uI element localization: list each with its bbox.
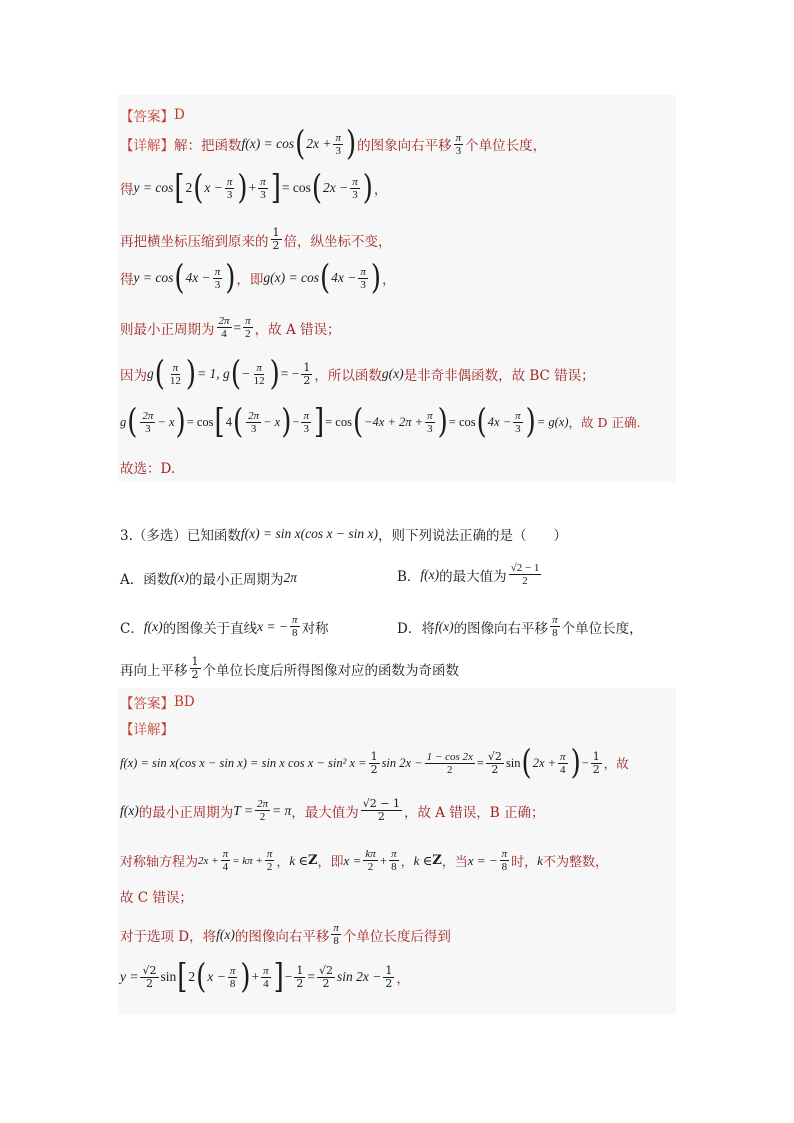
- text: C．: [120, 620, 144, 637]
- detail-line-6: [120, 354, 595, 394]
- math: = cos: [325, 414, 352, 429]
- fraction: $\frac{\pi}{8}$: [333, 922, 339, 947]
- math: k: [537, 852, 543, 868]
- detail-label: 【详解】: [120, 138, 174, 154]
- text: 的图像关于直线: [162, 620, 258, 637]
- paren: (: [193, 168, 204, 208]
- text: 再把横坐标压缩到原来的: [120, 233, 269, 250]
- math: 2: [185, 180, 193, 195]
- text: ，故 A 错误；: [254, 321, 341, 338]
- text: ，: [382, 272, 396, 288]
- text: 倍，纵坐标不变，: [283, 233, 392, 250]
- paren: (: [476, 402, 487, 442]
- math: y =: [120, 969, 139, 984]
- text: 的最小正周期为: [188, 572, 284, 588]
- fraction: $\frac{\pi}{3}$: [515, 409, 521, 435]
- text: 个单位长度，: [561, 620, 643, 637]
- bracket: [: [177, 957, 188, 997]
- math: f(x) = sin x(cos x − sin x): [240, 526, 378, 541]
- fraction: $\frac{\pi}{3}$: [335, 131, 341, 157]
- fraction: $\frac{\pi}{3}$: [214, 265, 221, 291]
- paren: ): [240, 957, 251, 997]
- option-a: [120, 568, 297, 588]
- math: f(x): [216, 926, 235, 942]
- fraction: $\frac{1}{2}$: [303, 360, 311, 387]
- fraction: $\frac{\pi}{8}$: [552, 614, 558, 639]
- option-d: [397, 614, 643, 639]
- math: 4x −: [487, 414, 512, 429]
- fraction: $\frac{\pi}{12}$: [253, 361, 265, 387]
- text: 的最大值为: [439, 568, 507, 585]
- fraction: $\frac{\pi}{3}$: [260, 175, 266, 201]
- bracket: ]: [273, 957, 284, 997]
- text: 故 C 错误；: [120, 890, 193, 906]
- answer-label: 【答案】: [120, 109, 174, 125]
- math: 4x −: [185, 270, 211, 285]
- paren: (: [230, 354, 241, 394]
- math: +: [379, 852, 388, 868]
- math: f(x) = sin x(cos x − sin x) = sin x cos x − sin² x =: [120, 755, 367, 770]
- math: g(x) = cos: [263, 270, 320, 285]
- bracket: [: [214, 402, 225, 442]
- math: sin: [505, 755, 521, 770]
- detail2-line-6: [120, 957, 410, 997]
- math: Z: [432, 853, 442, 868]
- answer-value: BD: [174, 694, 195, 710]
- paren: ): [437, 402, 448, 442]
- fraction: $\frac{1}{2}$: [370, 749, 378, 776]
- detail-line-3: [120, 227, 392, 252]
- math: 2: [188, 969, 196, 984]
- math: x = −: [257, 618, 289, 634]
- math: −: [284, 969, 293, 984]
- text: 个单位长度后得到: [342, 928, 451, 945]
- math: 2x +: [306, 136, 332, 151]
- fraction: $\frac{1}{2}$: [272, 226, 280, 252]
- math: =: [307, 969, 316, 984]
- paren: ): [269, 354, 280, 394]
- fraction: $\frac{1 - \cos 2x}{2}$: [426, 750, 473, 776]
- fraction: $\frac{\pi}{12}$: [169, 361, 181, 387]
- fraction: $\frac{\pi}{2}$: [266, 848, 273, 873]
- math: y = cos: [133, 270, 174, 285]
- fraction: $\frac{1}{2}$: [592, 749, 600, 776]
- paren: (: [154, 354, 165, 394]
- detail2-line-3: [120, 848, 608, 873]
- math: −: [581, 755, 589, 770]
- fraction: $\frac{\pi}{4}$: [222, 848, 229, 873]
- text: 则最小正周期为: [120, 321, 215, 338]
- text: 的最小正周期为: [138, 804, 234, 821]
- text: ，则下列说法正确的是（ ）: [377, 528, 567, 544]
- math: +: [248, 180, 257, 195]
- fraction: $\frac{2\pi}{2}$: [256, 798, 268, 823]
- math: f(x): [120, 802, 139, 818]
- fraction: $\frac{√2 - 1}{2}$: [510, 562, 540, 587]
- math: =: [233, 319, 242, 335]
- text: A．函数: [120, 572, 171, 588]
- paren: (: [174, 258, 185, 298]
- detail2-line-5: [120, 922, 451, 947]
- detail-label-line: [120, 718, 174, 738]
- paren: ): [570, 743, 581, 783]
- detail-label: 【详解】: [120, 722, 174, 738]
- fraction: $\frac{2\pi}{3}$: [142, 409, 154, 435]
- text: 得: [120, 182, 134, 198]
- math: x =: [343, 852, 362, 868]
- math: g: [147, 366, 154, 381]
- text: 得: [120, 272, 134, 288]
- math: = cos: [281, 180, 311, 195]
- text: 的图象向右平移: [357, 138, 452, 154]
- math: =: [476, 755, 484, 770]
- math: −: [241, 366, 250, 381]
- math: − x: [157, 414, 175, 429]
- text: 不为整数，: [542, 855, 608, 870]
- detail2-line-1: [120, 743, 629, 783]
- text: 时，: [511, 855, 538, 870]
- detail-line-5: [120, 315, 341, 340]
- paren: (: [311, 168, 323, 208]
- fraction: $\frac{\pi}{8}$: [391, 848, 397, 873]
- math: f(x): [420, 566, 440, 582]
- text: ，: [373, 182, 388, 198]
- detail2-line-4: [120, 886, 193, 906]
- detail2-line-2: [120, 798, 545, 823]
- paren: (: [232, 402, 244, 442]
- text: ，即: [317, 855, 344, 870]
- math: sin: [160, 969, 177, 984]
- paren: ): [362, 168, 373, 208]
- math: − x: [263, 414, 281, 429]
- fraction: $\frac{\pi}{3}$: [360, 265, 366, 291]
- math: sin 2x −: [337, 969, 382, 984]
- text: 是非奇非偶函数，故 BC 错误；: [403, 368, 595, 384]
- paren: ): [175, 402, 186, 442]
- text: 对于选项 D，将: [120, 928, 217, 945]
- bracket: [: [174, 168, 185, 208]
- paren: ): [225, 258, 236, 298]
- question-stem: [120, 524, 567, 544]
- fraction: $\frac{\pi}{8}$: [229, 964, 236, 990]
- math: sin 2x −: [381, 755, 423, 770]
- math: = cos: [448, 414, 476, 429]
- math: 4: [225, 414, 232, 429]
- text: 对称轴方程为: [120, 855, 199, 870]
- math: 4x −: [331, 270, 357, 285]
- fraction: $\frac{1}{2}$: [191, 655, 199, 681]
- fraction: $\frac{\pi}{8}$: [501, 848, 508, 873]
- math: 2x −: [323, 180, 349, 195]
- paren: (: [196, 957, 207, 997]
- fraction: $\frac{\pi}{3}$: [303, 409, 309, 435]
- math: 2x +: [532, 755, 557, 770]
- fraction: $\frac{\pi}{3}$: [352, 175, 358, 201]
- fraction: $\frac{\pi}{3}$: [427, 409, 433, 435]
- math: 2π: [283, 570, 297, 585]
- math: x −: [207, 969, 226, 984]
- math: Z: [308, 853, 318, 868]
- math: T =: [233, 802, 253, 818]
- math: x = −: [467, 852, 498, 868]
- math: = −: [280, 366, 300, 381]
- fraction: $\frac{\pi}{4}$: [263, 964, 269, 990]
- paren: (: [521, 743, 532, 783]
- math: k ∈: [413, 852, 433, 868]
- text: ，当: [441, 855, 468, 870]
- answer-line: [120, 105, 185, 125]
- math: = g(x): [536, 414, 569, 429]
- paren: ): [370, 258, 382, 298]
- fraction: $\frac{2\pi}{4}$: [218, 315, 230, 340]
- math: −4x + 2π +: [364, 414, 424, 429]
- text: 解：把函数: [174, 138, 242, 154]
- answer-value: D: [174, 107, 185, 123]
- text: ，所以函数: [314, 368, 382, 384]
- detail-line-4: [120, 258, 396, 298]
- math: = 1, g: [197, 366, 230, 381]
- math: f(x) = cos: [241, 136, 295, 151]
- math: f(x): [143, 618, 163, 634]
- answer-box-1: [118, 95, 676, 482]
- text: ，最大值为: [291, 804, 359, 821]
- fraction: $\frac{√2}{2}$: [142, 963, 157, 990]
- text: ，: [276, 855, 290, 870]
- math: g(x): [381, 366, 404, 381]
- text: ，故 A 错误，B 正确；: [403, 804, 545, 821]
- detail-line-2: [120, 168, 388, 208]
- math: g: [120, 414, 127, 429]
- fraction: $\frac{k\pi}{2}$: [365, 848, 376, 873]
- text: 的图像向右平移: [453, 620, 549, 637]
- math: = kπ +: [232, 854, 263, 867]
- answer-label: 【答案】: [120, 696, 174, 712]
- detail-line-8: [120, 457, 175, 477]
- text: 再向上平移: [120, 662, 188, 679]
- math: = π: [272, 802, 292, 818]
- math: −: [292, 414, 300, 429]
- option-d-cont: [120, 656, 459, 681]
- text: ，: [396, 971, 410, 987]
- text: 的图像向右平移: [234, 928, 330, 945]
- fraction: $\frac{\pi}{3}$: [226, 175, 233, 201]
- detail-line-1: [120, 124, 547, 164]
- fraction: $\frac{√2}{2}$: [487, 749, 502, 776]
- fraction: $\frac{√2}{2}$: [319, 963, 334, 990]
- text: B．: [397, 568, 421, 585]
- bracket: ]: [313, 402, 325, 442]
- option-c: [120, 614, 329, 639]
- fraction: $\frac{\pi}{2}$: [245, 315, 251, 340]
- text: ，: [400, 855, 414, 870]
- paren: ): [281, 402, 292, 442]
- answer-line: [120, 692, 195, 712]
- paren: (: [295, 124, 306, 164]
- paren: ): [346, 124, 357, 164]
- bracket: ]: [270, 168, 281, 208]
- text: 3.（多选）已知函数: [120, 528, 241, 544]
- answer-box-2: [118, 688, 676, 1014]
- fraction: $\frac{\pi}{8}$: [292, 614, 298, 639]
- fraction: $\frac{√2 - 1}{2}$: [362, 797, 400, 823]
- math: +: [251, 969, 260, 984]
- math: f(x): [170, 570, 189, 585]
- paren: (: [127, 402, 138, 442]
- math: = cos: [186, 414, 214, 429]
- text: ，故: [603, 756, 629, 771]
- text: ，即: [236, 272, 264, 288]
- math: f(x): [434, 618, 454, 634]
- text: 因为: [120, 368, 147, 384]
- math: y = cos: [133, 180, 174, 195]
- math: 2x +: [198, 854, 219, 867]
- fraction: $\frac{\pi}{4}$: [560, 750, 566, 776]
- option-b: [397, 562, 543, 587]
- text: 个单位长度，: [465, 138, 547, 154]
- fraction: $\frac{2\pi}{3}$: [248, 409, 260, 435]
- paren: ): [525, 402, 536, 442]
- text: 个单位长度后所得图像对应的函数为奇函数: [202, 662, 459, 679]
- text: ，故 D 正确.: [568, 415, 641, 430]
- math: k ∈: [289, 852, 309, 868]
- text: 对称: [301, 620, 329, 637]
- fraction: $\frac{1}{2}$: [385, 963, 393, 990]
- paren: (: [352, 402, 364, 442]
- paren: ): [237, 168, 248, 208]
- text: 故选：D.: [120, 461, 176, 477]
- text: D．将: [397, 620, 435, 637]
- detail-line-7: [120, 402, 641, 442]
- fraction: $\frac{1}{2}$: [296, 963, 304, 990]
- fraction: $\frac{\pi}{3}$: [455, 131, 462, 157]
- paren: ): [185, 354, 197, 394]
- math: x −: [204, 180, 223, 195]
- paren: (: [320, 258, 331, 298]
